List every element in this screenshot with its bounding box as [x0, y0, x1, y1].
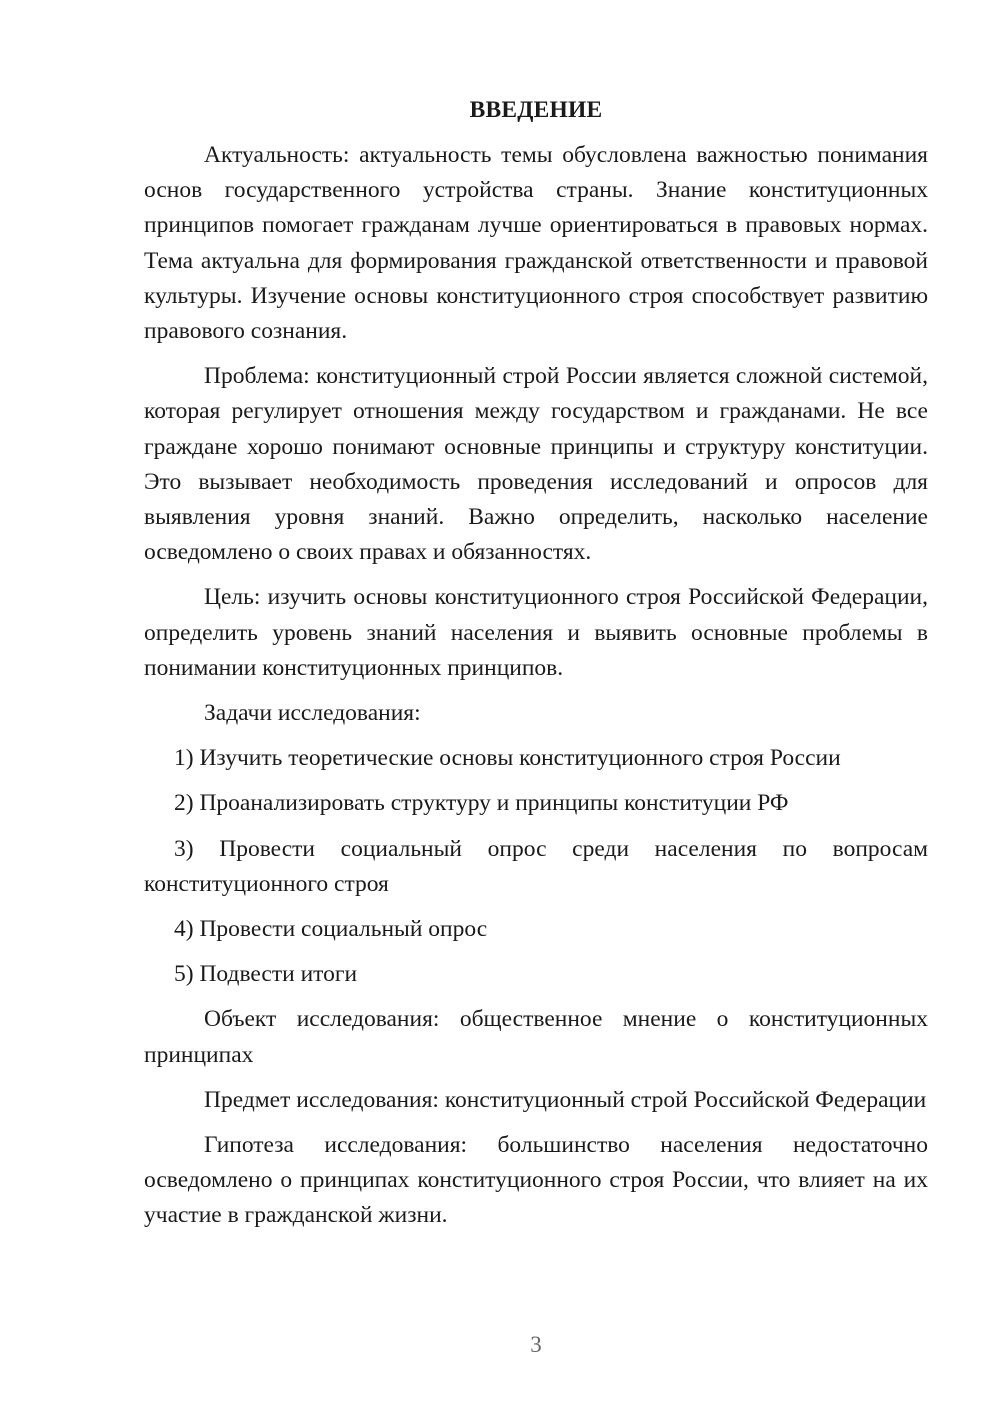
task-item-5: 5) Подвести итоги [174, 961, 358, 988]
relevance-paragraph: Актуальность: актуальность темы обусловлена важностью понимания основ государственного устройства страны. Знание конституционных принципов помогает гражданам лучше ориентироваться в правовых нормах. Тема актуальна для формирования гражданской ответственности и правовой культуры. Изучение основы конституционного строя способствует развитию правового сознания. [144, 142, 928, 345]
document-page [144, 92, 928, 1244]
goal-paragraph: Цель: изучить основы конституционного строя Российской Федерации, определить уровень знаний населения и выявить основные проблемы в понимании конституционных принципов. [144, 584, 928, 681]
task-item-4: 4) Провести социальный опрос [174, 916, 488, 943]
page-number: 3 [530, 1332, 542, 1357]
hypothesis-paragraph: Гипотеза исследования: большинство населения недостаточно осведомлено о принципах конституционного строя России, что влияет на их участие в гражданской жизни. [144, 1132, 928, 1229]
task-item-1: 1) Изучить теоретические основы конституционного строя России [174, 745, 841, 772]
task-item-3: 3) Провести социальный опрос среди населения по вопросам конституционного строя [144, 835, 928, 897]
subject-paragraph: Предмет исследования: конституционный строй Российской Федерации [204, 1086, 927, 1113]
section-title: ВВЕДЕНИЕ [469, 97, 603, 123]
task-item-2: 2) Проанализировать структуру и принципы конституции РФ [174, 790, 789, 817]
object-paragraph: Объект исследования: общественное мнение о конституционных принципах [144, 1006, 928, 1068]
tasks-heading: Задачи исследования: [204, 700, 421, 727]
problem-paragraph: Проблема: конституционный строй России является сложной системой, которая регулирует отношения между государством и гражданами. Не все граждане хорошо понимают основные принципы и структуру конституции. Это вызывает необходимость проведения исследований и опросов для выявления уровня знаний. Важно определить, насколько население осведомлено о своих правах и обязанностях. [144, 363, 928, 566]
